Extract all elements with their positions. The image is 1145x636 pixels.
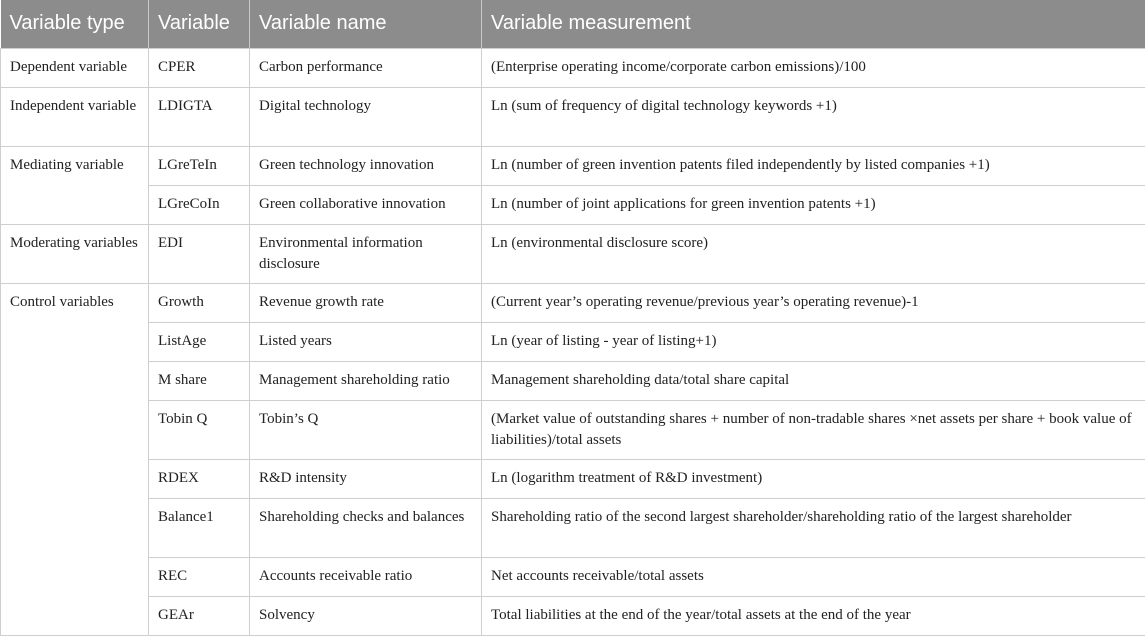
table-row: [1, 498, 1145, 557]
variable-name-cell: Green technology innovation: [250, 146, 482, 185]
header-variable: Variable: [149, 0, 250, 48]
variable-name-cell: R&D intensity: [250, 459, 482, 498]
table-row: [1, 283, 1145, 322]
variable-measurement-cell: Ln (number of green invention patents filed independently by listed companies +1): [482, 146, 1145, 185]
variable-measurement-cell: (Market value of outstanding shares + number of non-tradable shares ×net assets per share + book value of liabilities)/total assets: [482, 400, 1145, 459]
table-row: [1, 224, 1145, 283]
variable-cell: Growth: [149, 283, 250, 322]
table-row: [1, 185, 1145, 224]
variable-cell: EDI: [149, 224, 250, 283]
variable-measurement-cell: Ln (year of listing - year of listing+1): [482, 322, 1145, 361]
header-variable-measurement: Variable measurement: [482, 0, 1145, 48]
variable-measurement-cell: Ln (number of joint applications for green invention patents +1): [482, 185, 1145, 224]
header-row: [1, 0, 1145, 48]
variable-name-cell: Revenue growth rate: [250, 283, 482, 322]
variable-measurement-cell: Net accounts receivable/total assets: [482, 557, 1145, 596]
variable-type-cell: Dependent variable: [1, 48, 149, 87]
table-header: [1, 0, 1145, 48]
variable-measurement-cell: Ln (logarithm treatment of R&D investment): [482, 459, 1145, 498]
variable-measurement-cell: Management shareholding data/total share capital: [482, 361, 1145, 400]
variable-name-cell: Management shareholding ratio: [250, 361, 482, 400]
variable-name-cell: Shareholding checks and balances: [250, 498, 482, 557]
table-row: [1, 400, 1145, 459]
variable-type-cell: Control variables: [1, 283, 149, 635]
variable-measurement-cell: (Enterprise operating income/corporate carbon emissions)/100: [482, 48, 1145, 87]
variable-name-cell: Green collaborative innovation: [250, 185, 482, 224]
variable-cell: REC: [149, 557, 250, 596]
variable-type-cell: Independent variable: [1, 87, 149, 146]
variable-cell: Balance1: [149, 498, 250, 557]
variable-cell: CPER: [149, 48, 250, 87]
header-variable-type: Variable type: [1, 0, 149, 48]
table-row: [1, 557, 1145, 596]
variable-name-cell: Digital technology: [250, 87, 482, 146]
table-row: [1, 596, 1145, 635]
variable-measurement-cell: Shareholding ratio of the second largest shareholder/shareholding ratio of the largest shareholder: [482, 498, 1145, 557]
table-row: [1, 87, 1145, 146]
table-row: [1, 459, 1145, 498]
variable-cell: Tobin Q: [149, 400, 250, 459]
table-row: [1, 146, 1145, 185]
variable-measurement-cell: Ln (environmental disclosure score): [482, 224, 1145, 283]
variable-type-cell: Moderating variables: [1, 224, 149, 283]
table-row: [1, 322, 1145, 361]
variable-measurement-cell: Total liabilities at the end of the year/total assets at the end of the year: [482, 596, 1145, 635]
variable-measurement-cell: Ln (sum of frequency of digital technology keywords +1): [482, 87, 1145, 146]
variable-name-cell: Solvency: [250, 596, 482, 635]
variable-cell: LDIGTA: [149, 87, 250, 146]
variable-name-cell: Carbon performance: [250, 48, 482, 87]
variable-name-cell: Listed years: [250, 322, 482, 361]
variable-type-cell: Mediating variable: [1, 146, 149, 224]
table-body: [1, 48, 1145, 635]
variable-cell: ListAge: [149, 322, 250, 361]
header-variable-name: Variable name: [250, 0, 482, 48]
variable-cell: RDEX: [149, 459, 250, 498]
table-row: [1, 361, 1145, 400]
variable-cell: LGreCoIn: [149, 185, 250, 224]
variable-cell: GEAr: [149, 596, 250, 635]
table-row: [1, 48, 1145, 87]
variable-cell: M share: [149, 361, 250, 400]
variable-name-cell: Environmental information disclosure: [250, 224, 482, 283]
variable-name-cell: Tobin’s Q: [250, 400, 482, 459]
variable-measurement-cell: (Current year’s operating revenue/previous year’s operating revenue)-1: [482, 283, 1145, 322]
variable-name-cell: Accounts receivable ratio: [250, 557, 482, 596]
variable-cell: LGreTeIn: [149, 146, 250, 185]
